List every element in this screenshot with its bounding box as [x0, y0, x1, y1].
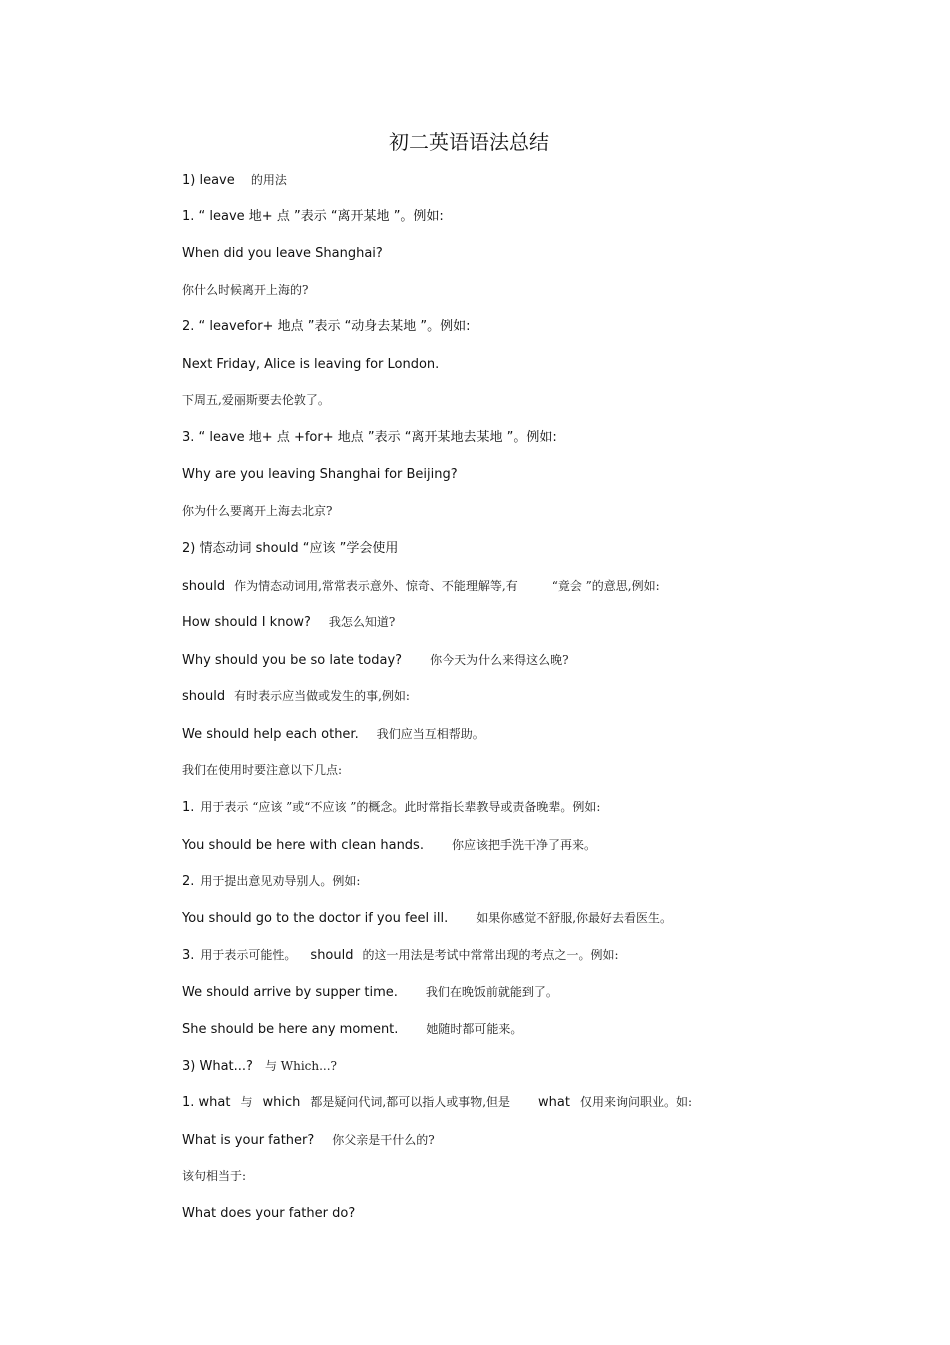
example-en: Why are you leaving Shanghai for Beijing?: [182, 467, 458, 482]
rule-line: [182, 318, 471, 336]
keyword-should: should: [310, 948, 354, 963]
translation-zh: 下周五,爱丽斯要去伦敦了。: [182, 393, 330, 407]
example-en: We should help each other.: [182, 727, 359, 742]
heading-text: 3) What...?: [182, 1059, 253, 1074]
heading-leave-usage: [182, 171, 287, 190]
example-en: When did you leave Shanghai?: [182, 246, 383, 261]
example-sentence: [182, 836, 596, 855]
example-sentence: [182, 651, 569, 670]
example-zh: 我们应当互相帮助。: [376, 727, 485, 741]
example-en: Why should you be so late today?: [182, 653, 403, 668]
example-zh: 她随时都可能来。: [426, 1022, 523, 1036]
heading-text: 1) leave: [182, 173, 235, 188]
example-sentence: [182, 356, 439, 374]
list-number: 2.: [182, 874, 195, 889]
keyword-what: 1. what: [182, 1095, 231, 1110]
list-number: 1.: [182, 800, 195, 815]
translation-zh: 你为什么要离开上海去北京?: [182, 504, 333, 518]
note-line: [182, 761, 342, 779]
list-number: 3.: [182, 948, 195, 963]
rule-line: [182, 798, 600, 817]
example-en: How should I know?: [182, 615, 311, 630]
example-en: You should go to the doctor if you feel ill.: [182, 911, 449, 926]
heading-text-zh: 的用法: [250, 173, 287, 187]
example-en: Next Friday, Alice is leaving for London.: [182, 357, 440, 372]
keyword-what-2: what: [538, 1095, 570, 1110]
rule-text-zh: 有时表示应当做或发生的事,例如:: [234, 689, 410, 703]
keyword-should: should: [182, 579, 226, 594]
rule-line: [182, 872, 360, 891]
rule-text-zh: 用于表示可能性。: [200, 948, 297, 962]
rule-line: [182, 577, 660, 596]
rule-text: 1. “ leave 地+ 点 ”表示 “离开某地 ”。例如:: [182, 209, 444, 224]
rule-text: 3. “ leave 地+ 点 +for+ 地点 ”表示 “离开某地去某地 ”。例如:: [182, 430, 557, 445]
example-en: We should arrive by supper time.: [182, 985, 398, 1000]
example-zh: 如果你感觉不舒服,你最好去看医生。: [476, 911, 673, 925]
example-zh: 我们在晚饭前就能到了。: [425, 985, 558, 999]
rule-line: [182, 687, 410, 706]
example-en: You should be here with clean hands.: [182, 838, 424, 853]
translation-line: [182, 391, 330, 409]
rule-text-zh-2: “竟会 ”的意思,例如:: [551, 579, 660, 593]
rule-text-zh-2: 都是疑问代词,都可以指人或事物,但是: [310, 1095, 511, 1109]
rule-line: [182, 946, 619, 965]
example-sentence: [182, 466, 458, 484]
example-sentence: [182, 725, 485, 744]
rule-text-zh: 与: [240, 1095, 253, 1109]
example-en: She should be here any moment.: [182, 1022, 399, 1037]
example-sentence: [182, 613, 395, 632]
keyword-should: should: [182, 689, 226, 704]
example-sentence: [182, 1131, 435, 1150]
heading-text: 2) 情态动词 should “应该 ”学会使用: [182, 541, 399, 556]
heading-what-which: [182, 1057, 337, 1076]
rule-line: [182, 1093, 692, 1112]
keyword-which: which: [262, 1095, 301, 1110]
translation-zh: 你什么时候离开上海的?: [182, 283, 309, 297]
note-zh: 该句相当于:: [182, 1169, 247, 1183]
translation-line: [182, 502, 332, 520]
example-en: What does your father do?: [182, 1206, 356, 1221]
heading-text-zh: 与 Which...?: [264, 1059, 337, 1073]
document-title: 初二英语语法总结: [389, 130, 549, 154]
rule-line: [182, 429, 557, 447]
note-line: [182, 1167, 246, 1185]
rule-text-zh-2: 的这一用法是考试中常常出现的考点之一。例如:: [362, 948, 619, 962]
note-zh: 我们在使用时要注意以下几点:: [182, 763, 343, 777]
rule-text-zh: 作为情态动词用,常常表示意外、惊奇、不能理解等,有: [234, 579, 518, 593]
rule-text: 2. “ leavefor+ 地点 ”表示 “动身去某地 ”。例如:: [182, 319, 471, 334]
example-en: What is your father?: [182, 1133, 315, 1148]
example-sentence: [182, 1205, 355, 1223]
heading-should: [182, 540, 398, 558]
example-zh: 你今天为什么来得这么晚?: [430, 653, 569, 667]
rule-line: [182, 208, 444, 226]
rule-text-zh-3: 仅用来询问职业。如:: [579, 1095, 692, 1109]
example-sentence: [182, 1020, 522, 1039]
example-zh: 我怎么知道?: [328, 615, 396, 629]
rule-text-zh: 用于提出意见劝导别人。例如:: [200, 874, 361, 888]
example-zh: 你应该把手洗干净了再来。: [451, 838, 596, 852]
example-sentence: [182, 245, 383, 263]
rule-text-zh: 用于表示 “应该 ”或“不应该 ”的概念。此时常指长辈教导或责备晚辈。例如:: [200, 800, 601, 814]
translation-line: [182, 281, 308, 299]
example-sentence: [182, 909, 672, 928]
example-zh: 你父亲是干什么的?: [332, 1133, 435, 1147]
example-sentence: [182, 983, 558, 1002]
